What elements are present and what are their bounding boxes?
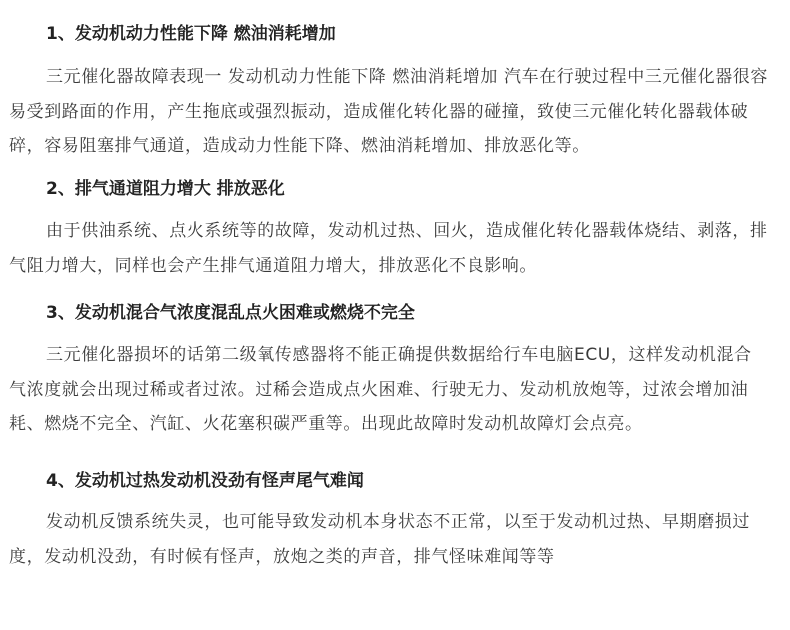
section-1-body: 三元催化器故障表现一 发动机动力性能下降 燃油消耗增加 汽车在行驶过程中三元催化器很容易受到路面的作用，产生拖底或强烈振动，造成催化转化器的碰撞，致使三元催化转化器载体破碎，容易阻塞排气通道，造成动力性能下降、燃油消耗增加、排放恶化等。	[9, 67, 769, 156]
section-3-body: 三元催化器损坏的话第二级氧传感器将不能正确提供数据给行车电脑ECU，这样发动机混合气浓度就会出现过稀或者过浓。过稀会造成点火困难、行驶无力、发动机放炮等，过浓会增加油耗、燃烧不完全、汽缸、火花塞积碳严重等。出现此故障时发动机故障灯会点亮。	[9, 345, 752, 434]
section-2-heading: 2、排气通道阻力增大 排放恶化	[46, 179, 285, 199]
section-4-body: 发动机反馈系统失灵，也可能导致发动机本身状态不正常，以至于发动机过热、早期磨损过度，发动机没劲，有时候有怪声，放炮之类的声音，排气怪味难闻等等	[9, 512, 750, 567]
section-1-heading: 1、发动机动力性能下降 燃油消耗增加	[46, 24, 336, 44]
section-3-heading: 3、发动机混合气浓度混乱点火困难或燃烧不完全	[46, 303, 415, 323]
section-4-heading: 4、发动机过热发动机没劲有怪声尾气难闻	[46, 471, 364, 491]
section-2-body: 由于供油系统、点火系统等的故障，发动机过热、回火，造成催化转化器载体烧结、剥落，排气阻力增大，同样也会产生排气通道阻力增大，排放恶化不良影响。	[9, 221, 768, 276]
